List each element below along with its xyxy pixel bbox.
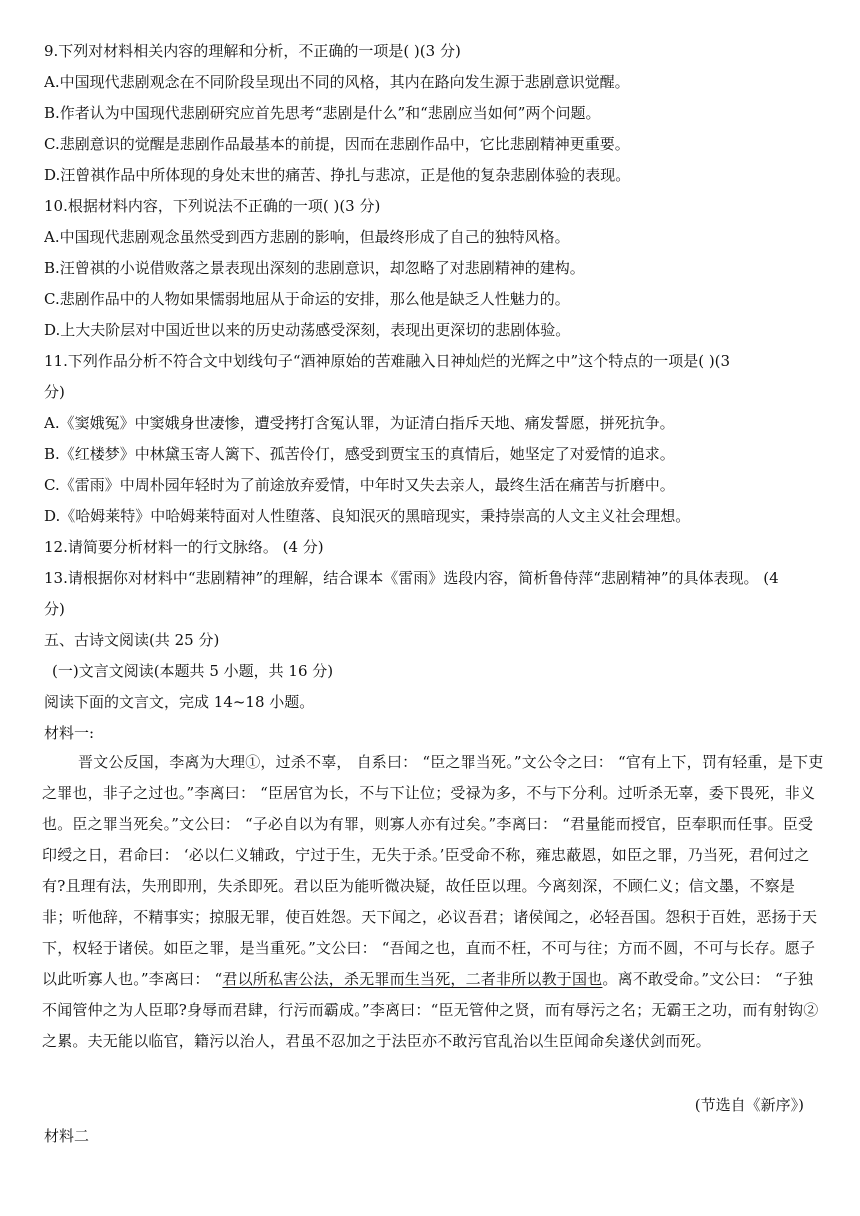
material1-label: 材料一:: [44, 724, 95, 742]
q13-stem-line2: 分): [44, 600, 65, 618]
q9-option-c: C.悲剧意识的觉醒是悲剧作品最基本的前提，因而在悲剧作品中，它比悲剧精神更重要。: [44, 135, 630, 153]
passage-text-part1: 晋文公反国，李离为大理①，过杀不辜， 自系曰： “臣之罪当死。”文公令之曰： “官有上下，罚有轻重，是下吏之罪也，非子之过也。”李离曰： “臣居官为长，不与下让位；受禄为多，不与下分利。过听杀无辜，委下畏死，非义也。臣之罪当死矣。”文公曰： “子必自以为有罪，则寡人亦有过矣。”李离曰： “君量能而授官，臣奉职而任事。臣受印绶之日，君命曰： ‘必以仁义辅政，宁过于生，无失于杀。’臣受命不称，雍忠蔽恩，如臣之罪，乃当死，君何过之有?且理有法，失刑即刑，失杀即死。君以臣为能听微决疑，故任臣以理。今离刻深，不顾仁义；信文墨，不察是非；听他辞，不精事实；掠服无罪，使百姓怨。天下闻之，必议吾君；诸侯闻之，必轻吾国。怨积于百姓，恶扬于天下，权轻于诸侯。如臣之罪，是当重死。”文公曰： “吾闻之也，直而不枉，不可与往；方而不圆，不可与长存。愿子以此听寡人也。”李离曰： “: [42, 753, 824, 988]
q11-stem-line2: 分): [44, 383, 65, 401]
q11-stem-line1: 11.下列作品分析不符合文中划线句子“酒神原始的苦难融入日神灿烂的光辉之中”这个特点的一项是( )(3: [44, 352, 731, 370]
q10-option-a: A.中国现代悲剧观念虽然受到西方悲剧的影响，但最终形成了自己的独特风格。: [44, 228, 570, 246]
underlined-sentence: 君以所私害公法，杀无罪而生当死，二者非所以教于国也: [222, 970, 603, 988]
q10-option-d: D.上大夫阶层对中国近世以来的历史动荡感受深刻，表现出更深切的悲剧体验。: [44, 321, 571, 339]
q11-option-d: D.《哈姆莱特》中哈姆莱特面对人性堕落、良知泯灭的黑暗现实，秉持崇高的人文主义社会理想。: [44, 507, 691, 525]
q13-stem-line1: 13.请根据你对材料中“悲剧精神”的理解，结合课本《雷雨》选段内容，简析鲁侍萍“悲剧精神”的具体表现。 (4: [44, 569, 779, 587]
source-citation: (节选自《新序》): [694, 1096, 804, 1114]
passage-text-part2: 。离不敢受命。”文公曰： “子独不闻管仲之为人臣耶?身辱而君肆，行污而霸成。”李离曰：“臣无管仲之贤，而有辱污之名；无霸王之功，而有射钩②之累。夫无能以临官，籍污以治人，君虽不忍加之于法臣亦不敢污官乱治以生臣闻命矣遂伏剑而死。: [42, 970, 819, 1050]
q11-option-c: C.《雷雨》中周朴园年轻时为了前途放弃爱情，中年时又失去亲人，最终生活在痛苦与折磨中。: [44, 476, 675, 494]
q10-option-c: C.悲剧作品中的人物如果懦弱地屈从于命运的安排，那么他是缺乏人性魅力的。: [44, 290, 570, 308]
instruction-text: 阅读下面的文言文，完成 14~18 小题。: [44, 693, 315, 711]
material2-label: 材料二: [44, 1127, 90, 1145]
q10-stem: 10.根据材料内容，下列说法不正确的一项( )(3 分): [44, 197, 381, 215]
classical-passage: [42, 747, 824, 1067]
q11-option-b: B.《红楼梦》中林黛玉寄人篱下、孤苦伶仃，感受到贾宝玉的真情后，她坚定了对爱情的追求。: [44, 445, 675, 463]
subsection-title: (一)文言文阅读(本题共 5 小题，共 16 分): [52, 662, 334, 680]
q10-option-b: B.汪曾祺的小说借败落之景表现出深刻的悲剧意识，却忽略了对悲剧精神的建构。: [44, 259, 585, 277]
q12-stem: 12.请简要分析材料一的行文脉络。 (4 分): [44, 538, 324, 556]
q11-option-a: A.《窦娥冤》中窦娥身世凄惨，遭受拷打含冤认罪，为证清白指斥天地、痛发誓愿，拼死抗争。: [44, 414, 675, 432]
q9-option-a: A.中国现代悲剧观念在不同阶段呈现出不同的风格，其内在路向发生源于悲剧意识觉醒。: [44, 73, 630, 91]
section-title: 五、古诗文阅读(共 25 分): [44, 631, 220, 649]
q9-stem: 9.下列对材料相关内容的理解和分析，不正确的一项是( )(3 分): [44, 42, 461, 60]
q9-option-d: D.汪曾祺作品中所体现的身处末世的痛苦、挣扎与悲凉，正是他的复杂悲剧体验的表现。: [44, 166, 631, 184]
q9-option-b: B.作者认为中国现代悲剧研究应首先思考“悲剧是什么”和“悲剧应当如何”两个问题。: [44, 104, 601, 122]
